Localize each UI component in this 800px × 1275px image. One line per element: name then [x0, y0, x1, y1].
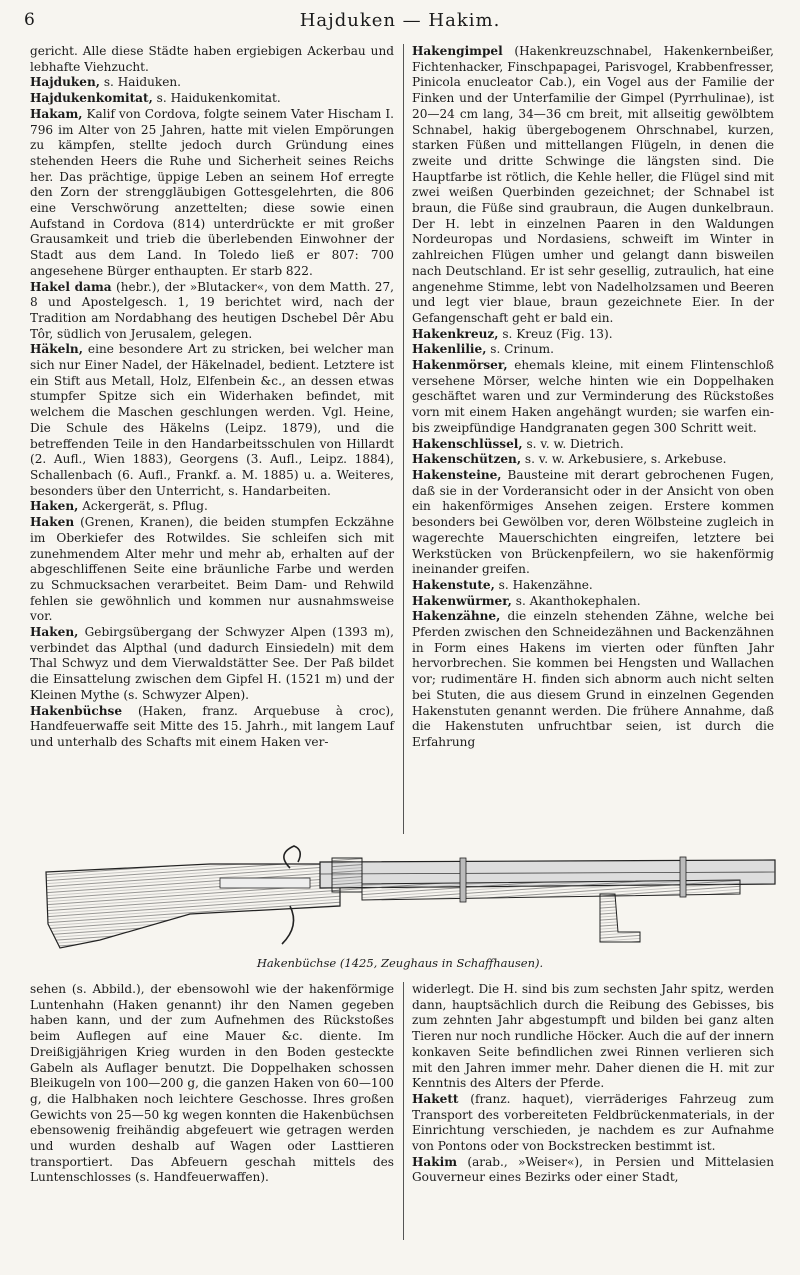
entry-headword: Hakam,: [30, 106, 83, 121]
entry: [412, 327, 774, 343]
entry-headword: Hakenlilie,: [412, 342, 487, 357]
entry: [30, 44, 394, 75]
entry-headword: Hakenstute,: [412, 577, 495, 592]
entry-text: eine besondere Art zu stricken, bei welcher man sich nur Einer Nadel, der Häkelnadel, bedient. Letztere ist ein Stift aus Metall, Holz, Elfenbein &c., an dessen etwas stumpfer Spitze sich ein Widerhaken befindet, mit welchem die Maschen geschlungen werden. Vgl. Heine, Die Schule des Häkelns (Leipz. 1879), und die betreffenden Teile in den Handarbeitsschulen von Hillardt (2. Aufl., Wien 1883), Georgens (3. Aufl., Leipz. 1884), Schallenbach (6. Aufl., Frankf. a. M. 1885) u. a. Weiteres, besonders über den Unterricht, s. Handarbeiten.: [30, 342, 394, 498]
entry-headword: Hakett: [412, 1091, 459, 1106]
entry-text: sehen (s. Abbild.), der ebensowohl wie der hakenförmige Luntenhahn (Haken genannt) ihr den Namen gegeben haben kann, und der zum Aufnehmen des Rückstoßes beim Auflegen auf eine Mauer &c. diente. Im Dreißigjährigen Krieg wurden in den Boden gesteckte Gabeln als Auflager benutzt. Die Doppelhaken schossen Bleikugeln von 100—200 g, die ganzen Haken von 60—100 g, die Halbhaken noch leichtere Geschosse. Ihres großen Gewichts von 25—50 kg wegen konnten die Hakenbüchsen ebensowenig freihändig abgefeuert wie getragen werden und wurden deshalb auf Wagen oder Lasttieren transportiert. Das Abfeuern geschah mittels des Luntenschlosses (s. Handfeuerwaffen).: [30, 982, 394, 1185]
entry: [30, 625, 394, 704]
page-number: 6: [24, 10, 35, 30]
entry: [412, 982, 774, 1092]
entry-text: s. Haiduken.: [103, 75, 181, 90]
entry: [30, 342, 394, 499]
entry-text: (arab., »Weiser«), in Persien und Mittelasien Gouverneur eines Bezirks oder einer Stadt,: [412, 1154, 774, 1185]
entry-headword: Hakengimpel: [412, 44, 503, 58]
column-right-top: [412, 44, 774, 751]
entry: [412, 1092, 774, 1155]
column-divider: [403, 44, 404, 834]
entry-text: s. v. w. Arkebusiere, s. Arkebuse.: [524, 452, 727, 467]
entry-headword: Hakenschützen,: [412, 452, 522, 467]
entry-headword: Haken,: [30, 625, 79, 640]
entry: [412, 468, 774, 578]
arquebus-illustration: [40, 844, 780, 956]
entry-text: (hebr.), der »Blutacker«, von dem Matth. 27, 8 und Apostelgesch. 1, 19 berichtet wird, nach der Tradition am Nordabhang des heutigen Dschebel Dêr Abu Tôr, südlich von Jerusalem, gelegen.: [30, 279, 394, 341]
entry: [412, 44, 774, 327]
entry-text: Gebirgsübergang der Schwyzer Alpen (1393 m), verbindet das Alpthal (und dadurch Einsiedeln) mit dem Thal Schwyz und dem Vierwaldstätter See. Der Paß bildet die Einsattelung zwischen dem Gipfel H. (1521 m) und der Kleinen Mythe (s. Schwyzer Alpen).: [30, 625, 394, 702]
entry-text: Bausteine mit derart gebrochenen Fugen, daß sie in der Vorderansicht oder in der Ansicht von oben ein hakenförmiges Ansehen zeigen. Erstere kommen besonders bei Gewölben vor, deren Wölbsteine zugleich in wagerechte Mauerschichten eingreifen, letztere bei Werkstücken von Brückenpfeilern, wo sie hakenförmig ineinander greifen.: [412, 467, 774, 577]
entry-headword: Hakenbüchse: [30, 703, 123, 718]
column-left-top: [30, 44, 394, 751]
entry-text: s. v. w. Dietrich.: [526, 436, 624, 451]
entry-headword: Hakenzähne,: [412, 609, 501, 624]
entry: [412, 578, 774, 594]
entry-text: s. Kreuz (Fig. 13).: [502, 326, 613, 341]
entry-headword: Hakenmörser,: [412, 358, 508, 373]
column-left-bottom: [30, 982, 394, 1186]
entry: [30, 982, 394, 1186]
entry-text: (Grenen, Kranen), die beiden stumpfen Eckzähne im Oberkiefer des Rotwildes. Sie schleifen sich mit zunehmendem Alter mehr und mehr ab, erhalten auf der abgeschliffenen Seite eine bräunliche Farbe und werden zu Schmucksachen verarbeitet. Beim Dam- und Rehwild fehlen sie gewöhnlich und kommen nur ausnahmsweise vor.: [30, 515, 394, 624]
entry: [412, 342, 774, 358]
entry: [30, 107, 394, 280]
entry: [30, 280, 394, 343]
entry-text: s. Haidukenkomitat.: [156, 91, 281, 106]
page-title: Hajduken — Hakim.: [299, 10, 501, 31]
entry-text: s. Crinum.: [490, 342, 554, 357]
entry-headword: Hakim: [412, 1154, 458, 1169]
entry-headword: Hakenschlüssel,: [412, 436, 523, 451]
entry-text: s. Hakenzähne.: [498, 577, 593, 592]
entry-headword: Hajduken,: [30, 75, 100, 90]
entry-headword: Häkeln,: [30, 342, 83, 357]
entry-text: s. Akanthokephalen.: [515, 593, 641, 608]
entry-text: widerlegt. Die H. sind bis zum sechsten Jahr spitz, werden dann, hauptsächlich durch die Reibung des Gebisses, bis zum zehnten Jahr abgestumpft und bilden bei ganz alten Tieren nur noch rundliche Höcker. Auch die auf der innern konkaven Seite befindlichen zwei Rinnen verlieren sich mit den Jahren immer mehr. Daher dienen die H. mit zur Kenntnis des Alters der Pferde.: [412, 982, 774, 1091]
entry-text: Kalif von Cordova, folgte seinem Vater Hischam I. 796 im Alter von 25 Jahren, hatte mit vielen Empörungen zu kämpfen, stellte jedoch durch Gründung eines stehenden Heers die Ruhe und Sicherheit seines Reichs her. Das prächtige, üppige Leben an seinem Hof erregte den Zorn der strenggläubigen Gottesgelehrten, die 806 eine Verschwörung anzettelten; diese sowie einen Aufstand in Cordova (814) unterdrückte er mit großer Grausamkeit und trieb die überlebenden Einwohner der Stadt aus dem Land. In Toledo ließ er 807: 700 angesehene Bürger enthaupten. Er starb 822.: [30, 106, 394, 278]
entry: [30, 91, 394, 107]
entry-headword: Hakenkreuz,: [412, 326, 499, 341]
entry-text: ehemals kleine, mit einem Flintenschloß versehene Mörser, welche hinten wie ein Doppelhaken geschäftet waren und zur Verminderung des Rückstoßes vorn mit einem Haken angehängt wurden; sie warfen ein- bis zweipfündige Handgranaten gegen 300 Schritt weit.: [412, 358, 774, 435]
entry: [412, 594, 774, 610]
entry-text: Ackergerät, s. Pflug.: [82, 499, 208, 514]
page-header: [24, 10, 776, 36]
entry: [412, 1155, 774, 1186]
entry: [30, 704, 394, 751]
entry-headword: Hakenwürmer,: [412, 593, 512, 608]
entry-headword: Hakensteine,: [412, 467, 502, 482]
entry-headword: Hajdukenkomitat,: [30, 91, 153, 106]
column-right-bottom: [412, 982, 774, 1186]
column-divider-bottom: [403, 982, 404, 1240]
entry: [412, 358, 774, 437]
entry-text: (Haken, franz. Arquebuse à croc), Handfeuerwaffe seit Mitte des 15. Jahrh., mit langem Lauf und unterhalb des Schafts mit einem Haken ver-: [30, 703, 394, 749]
entry-text: gericht. Alle diese Städte haben ergiebigen Ackerbau und lebhafte Viehzucht.: [30, 44, 394, 74]
entry-text: die einzeln stehenden Zähne, welche bei Pferden zwischen den Schneidezähnen und Backenzähnen in Form eines Hakens im vierten oder fünften Jahr hervorbrechen. Sie kommen bei Hengsten und Wallachen vor; rudimentäre H. finden sich abnorm auch nicht selten bei Stuten, die aus diesem Grund in einzelnen Gegenden Hakenstuten genannt werden. Die frühere Annahme, daß die Hakenstuten unfruchtbar seien, ist durch die Erfahrung: [412, 609, 774, 749]
entry-text: (Hakenkreuzschnabel, Hakenkernbeißer, Fichtenhacker, Finschpapagei, Parisvogel, Krabbenfresser, Pinicola enucleator Cab.), ein Vogel aus der Familie der Finken und der Unterfamilie der Gimpel (Pyrrhulinae), ist 20—24 cm lang, 34—36 cm breit, mit allseitig gewölbtem Schnabel, hakig übergebogenem Ohrschnabel, kurzen, starken Füßen und mittellangen Flügeln, in denen die zweite und dritte Schwinge die längsten sind. Die Hauptfarbe ist rötlich, die Kehle heller, die Flügel sind mit zwei weißen Querbinden gezeichnet; der Schnabel ist braun, die Füße sind graubraun, die Augen dunkelbraun. Der H. lebt in einzelnen Paaren in den Waldungen Nordeuropas und Nordasiens, schweift im Winter in zahlreichen Flügen umher und gelangt dann bisweilen nach Deutschland. Er ist sehr gesellig, zutraulich, hat eine angenehme Stimme, lebt von Nadelholzsamen und Beeren und legt vier blaue, braun gezeichnete Eier. In der Gefangenschaft geht er bald ein.: [412, 44, 774, 325]
entry: [412, 609, 774, 750]
entry: [30, 499, 394, 515]
entry: [30, 75, 394, 91]
entry-headword: Hakel dama: [30, 279, 112, 294]
entry-headword: Haken,: [30, 499, 79, 514]
entry-text: (franz. haquet), vierräderiges Fahrzeug zum Transport des vorbereiteten Feldbrückenmaterials, in der Einrichtung verschieden, je nachdem es zur Aufnahme von Pontons oder von Bockstrecken bestimmt ist.: [412, 1091, 774, 1154]
entry: [412, 452, 774, 468]
entry: [412, 437, 774, 453]
figure-caption: Hakenbüchse (1425, Zeughaus in Schaffhausen).: [256, 956, 544, 970]
entry: [30, 515, 394, 625]
entry-headword: Haken: [30, 515, 75, 530]
